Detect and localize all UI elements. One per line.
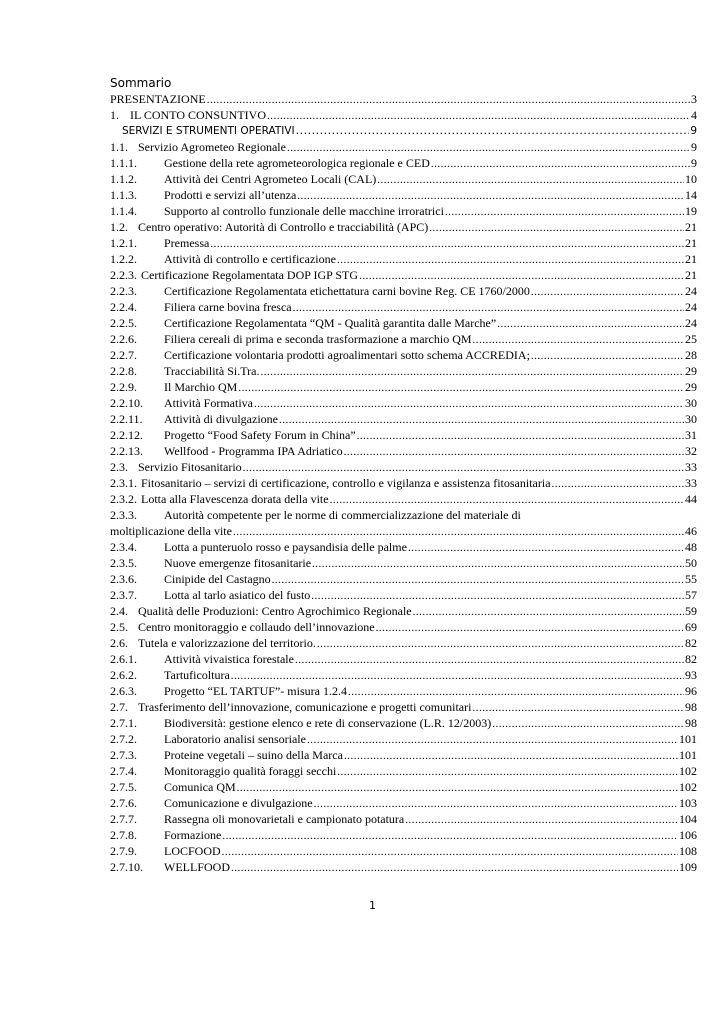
page-number: 1	[369, 899, 376, 912]
table-of-contents	[110, 91, 697, 875]
toc-entry[interactable]	[110, 651, 697, 667]
toc-entry-title: IL CONTO CONSUNTIVO	[130, 108, 266, 122]
toc-entry[interactable]	[110, 555, 697, 571]
toc-entry[interactable]	[110, 267, 697, 283]
toc-entry[interactable]	[110, 155, 697, 171]
toc-entry[interactable]	[110, 667, 697, 683]
toc-entry-title: Trasferimento dell’innovazione, comunicazione e progetti comunitari	[138, 700, 472, 714]
toc-dot-leader	[272, 572, 684, 588]
toc-entry-page: 9	[691, 140, 697, 154]
toc-dot-leader	[311, 588, 684, 604]
toc-entry-page: 24	[685, 284, 697, 298]
toc-entry[interactable]	[110, 379, 697, 395]
toc-entry-title: Filiera cereali di prima e seconda trasformazione a marchio QM	[164, 332, 472, 346]
toc-dot-leader	[243, 460, 684, 476]
toc-entry[interactable]	[110, 315, 697, 331]
toc-entry[interactable]	[110, 795, 697, 811]
toc-entry-page: 108	[679, 844, 697, 858]
toc-entry-title: Nuove emergenze fitosanitarie	[164, 556, 312, 570]
toc-dot-leader	[222, 844, 678, 860]
toc-entry-title: Biodiversità: gestione elenco e rete di conservazione (L.R. 12/2003)	[164, 716, 492, 730]
toc-entry-number: 2.7.1.	[110, 716, 137, 730]
toc-dot-leader	[237, 780, 678, 796]
toc-entry-page: 101	[679, 748, 697, 762]
toc-entry-title: Progetto “EL TARTUF”- misura 1.2.4	[164, 684, 347, 698]
toc-dot-leader	[233, 524, 684, 540]
toc-entry-number: 2.2.3.	[110, 284, 137, 298]
toc-entry[interactable]	[110, 347, 697, 363]
toc-entry-title: Monitoraggio qualità foraggi secchi	[164, 764, 337, 778]
toc-dot-leader	[344, 444, 684, 460]
toc-entry-page: 33	[685, 460, 697, 474]
toc-entry-number: 2.2.4.	[110, 300, 137, 314]
toc-entry[interactable]	[110, 491, 697, 507]
toc-entry-number: 2.2.12.	[110, 428, 143, 442]
toc-entry[interactable]	[110, 763, 697, 779]
toc-entry-page: 10	[685, 172, 697, 186]
toc-entry[interactable]	[110, 475, 697, 491]
toc-dot-leader	[231, 860, 678, 876]
toc-entry-number: 2.7.4.	[110, 764, 137, 778]
toc-entry[interactable]	[110, 539, 697, 555]
toc-entry-title: PRESENTAZIONE	[110, 92, 206, 106]
toc-entry-page: 29	[685, 364, 697, 378]
toc-entry[interactable]	[110, 571, 697, 587]
toc-entry-page: 59	[685, 604, 697, 618]
toc-entry-number: 1.1.4.	[110, 204, 137, 218]
toc-dot-leader	[531, 348, 684, 364]
toc-entry[interactable]	[110, 843, 697, 859]
toc-dot-leader	[267, 108, 690, 124]
toc-dot-leader	[337, 764, 678, 780]
toc-entry[interactable]	[110, 619, 697, 635]
toc-dot-leader	[330, 492, 684, 508]
toc-dot-leader	[231, 668, 684, 684]
toc-entry[interactable]	[110, 747, 697, 763]
toc-entry-page: 29	[685, 380, 697, 394]
toc-entry-page: 102	[679, 764, 697, 778]
toc-entry-page: 48	[685, 540, 697, 554]
toc-entry-number: 2.3.7.	[110, 588, 137, 602]
toc-entry[interactable]	[110, 427, 697, 443]
toc-dot-leader	[492, 716, 684, 732]
toc-entry[interactable]	[110, 859, 697, 875]
toc-entry-title: Centro operativo: Autorità di Controllo e tracciabilità (APC)	[138, 220, 429, 234]
toc-entry-number: 2.7.	[110, 700, 128, 714]
toc-entry-page: 30	[685, 396, 697, 410]
toc-entry-number: 2.6.1.	[110, 652, 137, 666]
toc-entry[interactable]	[110, 443, 697, 459]
toc-entry-number: 2.7.3.	[110, 748, 137, 762]
toc-entry-number: 2.6.3.	[110, 684, 137, 698]
toc-entry-number: 2.2.11.	[110, 412, 143, 426]
toc-entry-page: 69	[685, 620, 697, 634]
toc-entry-number: 2.4.	[110, 604, 128, 618]
toc-entry-title: Tracciabilità Si.Tra.	[164, 364, 260, 378]
toc-entry-title: Rassegna oli monovarietali e campionato potatura	[164, 812, 405, 826]
toc-entry[interactable]	[110, 411, 697, 427]
toc-entry-title: Certificazione Regolamentata “QM - Qualità garantita dalle Marche”	[164, 316, 497, 330]
toc-entry[interactable]	[110, 395, 697, 411]
toc-entry[interactable]	[110, 731, 697, 747]
toc-entry[interactable]	[110, 779, 697, 795]
toc-entry-page: 93	[685, 668, 697, 682]
toc-dot-leader	[408, 540, 684, 556]
toc-entry-title: Certificazione Regolamentata DOP IGP STG	[141, 268, 359, 282]
toc-dot-leader	[260, 364, 684, 380]
toc-dot-leader	[210, 236, 684, 252]
toc-entry-page: 21	[685, 268, 697, 282]
toc-entry-page: 82	[685, 636, 697, 650]
toc-entry-page: 109	[679, 860, 697, 874]
toc-entry-title: Laboratorio analisi sensoriale	[164, 732, 306, 746]
toc-entry-page: 103	[679, 796, 697, 810]
toc-entry[interactable]	[110, 171, 697, 187]
toc-entry-title: Wellfood - Programma IPA Adriatico	[164, 444, 343, 458]
toc-dot-leader	[359, 268, 684, 284]
toc-dot-leader	[531, 284, 684, 300]
toc-entry-title: Attività Formativa	[164, 396, 253, 410]
toc-entry-page: 57	[685, 588, 697, 602]
toc-entry-number: 1.2.1.	[110, 236, 137, 250]
toc-entry-number: 1.2.	[110, 220, 128, 234]
toc-entry-page: 98	[685, 700, 697, 714]
toc-dot-leader	[297, 188, 684, 204]
toc-entry-title: Il Marchio QM	[164, 380, 238, 394]
toc-entry-title: Tutela e valorizzazione del territorio.	[138, 636, 316, 650]
toc-entry-number: 2.3.	[110, 460, 128, 474]
toc-entry-title: Fitosanitario – servizi di certificazione, controllo e vigilanza e assistenza fitosanitaria	[141, 476, 551, 490]
toc-entry-title: Certificazione volontaria prodotti agroalimentari sotto schema ACCREDIA;	[164, 348, 530, 362]
toc-entry-page: 24	[685, 316, 697, 330]
toc-entry[interactable]	[110, 251, 697, 267]
toc-entry-number: 2.6.	[110, 636, 128, 650]
toc-dot-leader	[445, 204, 684, 220]
toc-entry-title: Autorità competente per le norme di commercializzazione del materiale di	[164, 508, 521, 522]
toc-entry[interactable]	[110, 587, 697, 603]
toc-entry-number: 2.3.4.	[110, 540, 137, 554]
toc-entry[interactable]	[110, 283, 697, 299]
toc-entry-page: 30	[685, 412, 697, 426]
toc-dot-leader	[377, 172, 684, 188]
toc-entry-page: 24	[685, 300, 697, 314]
toc-dot-leader	[552, 476, 684, 492]
toc-entry[interactable]	[110, 331, 697, 347]
toc-entry[interactable]	[110, 299, 697, 315]
toc-entry-title: Qualità delle Produzioni: Centro Agrochimico Regionale	[138, 604, 412, 618]
toc-entry-title-continued: moltiplicazione della vite	[110, 524, 232, 538]
toc-entry[interactable]	[110, 187, 697, 203]
toc-entry-title: Attività vivaistica forestale	[164, 652, 294, 666]
toc-entry[interactable]	[110, 827, 697, 843]
toc-entry-number: 2.2.5.	[110, 316, 137, 330]
toc-entry-page: 21	[685, 236, 697, 250]
toc-entry-page: 55	[685, 572, 697, 586]
toc-dot-leader	[344, 748, 678, 764]
toc-entry[interactable]	[110, 123, 697, 139]
toc-entry-number: 2.3.2.	[110, 492, 137, 506]
toc-dot-leader	[312, 556, 684, 572]
toc-entry-number: 2.2.3.	[110, 268, 137, 282]
toc-entry-title: Prodotti e servizi all’utenza	[164, 188, 297, 202]
toc-dot-leader	[296, 123, 690, 139]
toc-dot-leader	[497, 316, 684, 332]
toc-entry-title: Lotta al tarlo asiatico del fusto	[164, 588, 311, 602]
toc-entry[interactable]	[110, 459, 697, 475]
toc-entry-page: 96	[685, 684, 697, 698]
toc-entry-title: Proteine vegetali – suino della Marca	[164, 748, 343, 762]
toc-dot-leader	[238, 380, 684, 396]
toc-entry-page: 21	[685, 220, 697, 234]
toc-dot-leader	[431, 156, 690, 172]
toc-entry[interactable]	[110, 635, 697, 651]
toc-entry-number: 2.7.6.	[110, 796, 137, 810]
toc-entry-number: 2.3.5.	[110, 556, 137, 570]
toc-entry[interactable]	[110, 699, 697, 715]
toc-entry-title: Servizio Agrometeo Regionale	[138, 140, 286, 154]
toc-entry-page: 21	[685, 252, 697, 266]
toc-entry-number: 2.7.5.	[110, 780, 137, 794]
toc-dot-leader	[405, 812, 678, 828]
toc-entry-title: Cinipide del Castagno	[164, 572, 271, 586]
toc-entry[interactable]	[110, 507, 697, 539]
toc-dot-leader	[254, 396, 684, 412]
toc-entry-title: Supporto al controllo funzionale delle macchine irroratrici	[164, 204, 444, 218]
toc-dot-leader	[307, 732, 678, 748]
toc-entry-title: LOCFOOD	[164, 844, 221, 858]
toc-entry-page: 31	[685, 428, 697, 442]
toc-entry-number: 2.2.9.	[110, 380, 137, 394]
toc-entry-page: 33	[685, 476, 697, 490]
toc-entry-page: 104	[679, 812, 697, 826]
toc-entry[interactable]	[110, 363, 697, 379]
toc-dot-leader	[293, 300, 684, 316]
toc-entry-title: Attività dei Centri Agrometeo Locali (CAL)	[164, 172, 377, 186]
toc-entry-page: 25	[685, 332, 697, 346]
toc-entry-number: 1.2.2.	[110, 252, 137, 266]
toc-entry-number: 2.7.2.	[110, 732, 137, 746]
toc-dot-leader	[222, 828, 678, 844]
toc-entry-number: 2.7.8.	[110, 828, 137, 842]
toc-entry-number: 1.1.2.	[110, 172, 137, 186]
toc-entry-number: 1.1.1.	[110, 156, 137, 170]
toc-entry-number: 2.2.10.	[110, 396, 143, 410]
toc-entry-title: Tartuficoltura	[164, 668, 230, 682]
toc-dot-leader	[473, 332, 684, 348]
toc-entry-page: 4	[691, 108, 697, 122]
toc-entry[interactable]	[110, 603, 697, 619]
toc-entry-number: 2.3.6.	[110, 572, 137, 586]
toc-entry-number: 2.7.7.	[110, 812, 137, 826]
toc-dot-leader	[317, 636, 684, 652]
toc-entry[interactable]	[110, 203, 697, 219]
toc-entry[interactable]	[110, 219, 697, 235]
toc-dot-leader	[287, 140, 690, 156]
toc-entry[interactable]	[110, 107, 697, 123]
toc-dot-leader	[279, 412, 684, 428]
toc-heading: Sommario	[110, 76, 172, 90]
toc-entry-page: 9	[690, 125, 697, 137]
toc-dot-leader	[314, 796, 678, 812]
toc-dot-leader	[357, 428, 684, 444]
toc-entry-title: Premessa	[164, 236, 210, 250]
toc-entry-number: 2.3.1.	[110, 476, 137, 490]
toc-entry-title: Comunicazione e divulgazione	[164, 796, 313, 810]
toc-entry-number: 2.5.	[110, 620, 128, 634]
toc-entry-number: 2.6.2.	[110, 668, 137, 682]
toc-dot-leader	[337, 252, 684, 268]
toc-entry-page: 46	[685, 524, 697, 538]
toc-entry[interactable]	[110, 139, 697, 155]
toc-entry-page: 50	[685, 556, 697, 570]
toc-entry-title: Centro monitoraggio e collaudo dell’innovazione	[138, 620, 375, 634]
toc-entry-page: 32	[685, 444, 697, 458]
toc-entry-title: Progetto “Food Safety Forum in China”	[164, 428, 356, 442]
toc-entry-number: 2.2.8.	[110, 364, 137, 378]
toc-entry-title: Filiera carne bovina fresca	[164, 300, 292, 314]
toc-entry-number: 1.1.3.	[110, 188, 137, 202]
toc-entry-title: Formazione	[164, 828, 222, 842]
toc-entry-page: 28	[685, 348, 697, 362]
toc-entry[interactable]	[110, 811, 697, 827]
toc-entry-page: 101	[679, 732, 697, 746]
toc-dot-leader	[348, 684, 684, 700]
toc-entry-title: Servizio Fitosanitario	[138, 460, 242, 474]
toc-entry-title: Attività di divulgazione	[164, 412, 278, 426]
toc-entry-page: 44	[685, 492, 697, 506]
toc-entry-title: SERVIZI E STRUMENTI OPERATIVI	[122, 125, 295, 137]
toc-dot-leader	[472, 700, 684, 716]
toc-entry-number: 2.3.3.	[110, 508, 137, 522]
toc-entry[interactable]	[110, 683, 697, 699]
toc-entry-number: 2.2.6.	[110, 332, 137, 346]
toc-entry-page: 102	[679, 780, 697, 794]
toc-entry[interactable]	[110, 235, 697, 251]
toc-dot-leader	[207, 92, 690, 108]
toc-entry-title: Attività di controllo e certificazione	[164, 252, 336, 266]
toc-entry-title: Lotta a punteruolo rosso e paysandisia delle palme	[164, 540, 407, 554]
toc-entry-page: 9	[691, 156, 697, 170]
toc-dot-leader	[376, 620, 684, 636]
toc-entry-number: 2.7.9.	[110, 844, 137, 858]
toc-entry-title: Lotta alla Flavescenza dorata della vite	[141, 492, 329, 506]
toc-entry-page: 14	[685, 188, 697, 202]
toc-dot-leader	[413, 604, 684, 620]
toc-entry-number: 1.	[110, 108, 119, 122]
toc-entry-page: 82	[685, 652, 697, 666]
toc-entry-page: 3	[691, 92, 697, 106]
toc-entry-number: 1.1.	[110, 140, 128, 154]
toc-entry-title: Certificazione Regolamentata etichettatura carni bovine Reg. CE 1760/2000	[164, 284, 530, 298]
toc-entry-number: 2.2.13.	[110, 444, 143, 458]
toc-entry-title: WELLFOOD	[164, 860, 230, 874]
toc-dot-leader	[429, 220, 684, 236]
toc-entry[interactable]	[110, 91, 697, 107]
toc-entry-number: 2.7.10.	[110, 860, 143, 874]
toc-entry-page: 98	[685, 716, 697, 730]
toc-entry-page: 106	[679, 828, 697, 842]
toc-entry-number: 2.2.7.	[110, 348, 137, 362]
toc-entry-title: Gestione della rete agrometeorologica regionale e CED	[164, 156, 430, 170]
toc-dot-leader	[295, 652, 684, 668]
toc-entry-page: 19	[685, 204, 697, 218]
toc-entry-title: Comunica QM	[164, 780, 236, 794]
toc-entry[interactable]	[110, 715, 697, 731]
